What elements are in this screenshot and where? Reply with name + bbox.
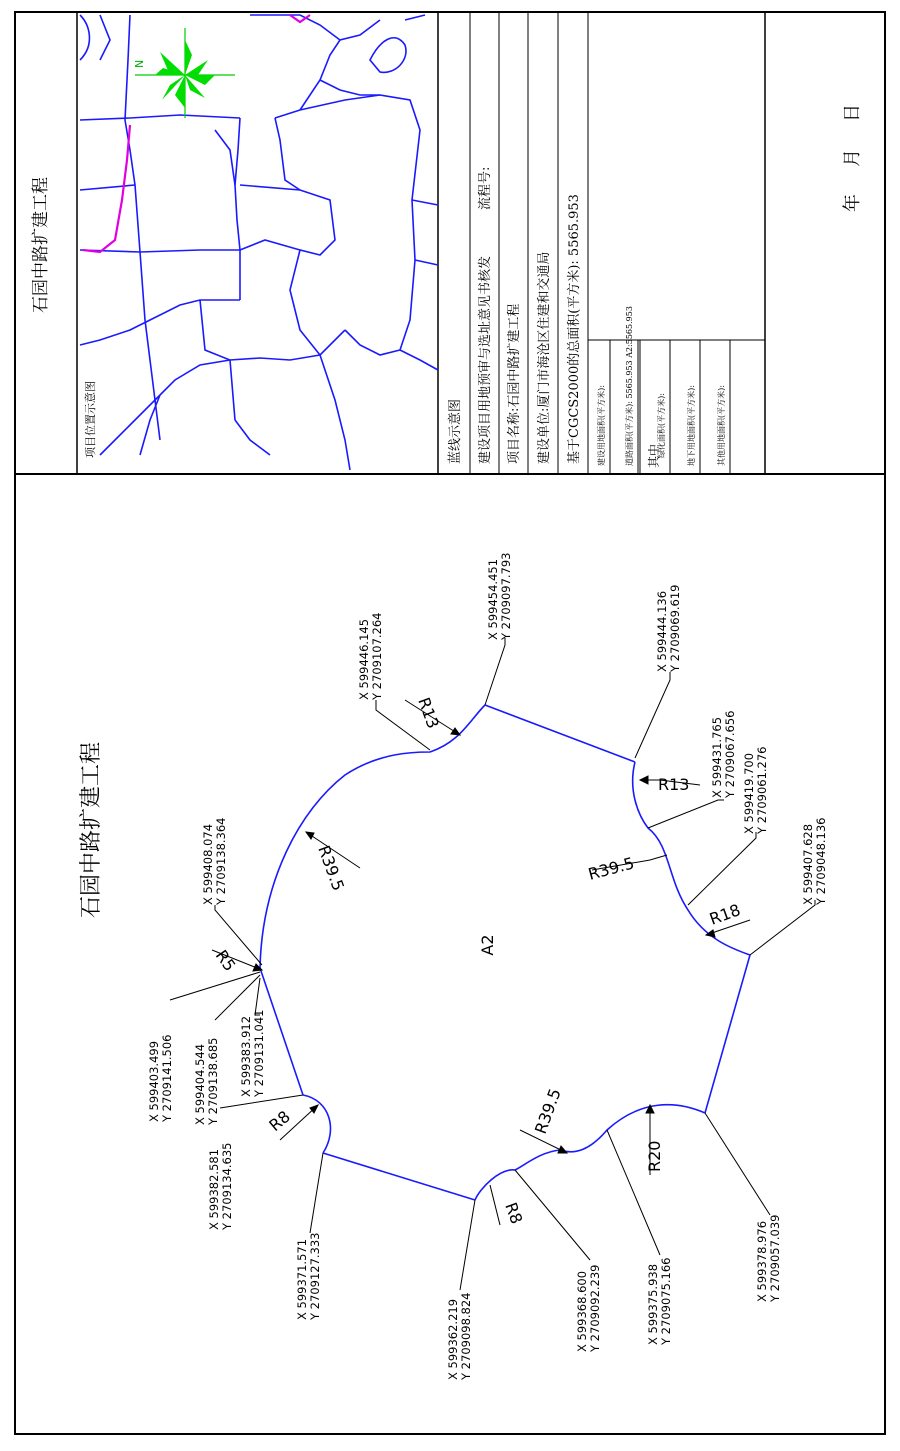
location-map-label: 项目位置示意图 [84, 381, 97, 458]
map-line [415, 260, 438, 265]
map-line [80, 300, 240, 345]
sheet-border [15, 12, 885, 1434]
coordinate-x: X 599446.145 [357, 618, 371, 700]
map-line [100, 395, 160, 455]
parcel-label: A2 [478, 934, 497, 956]
coordinate-y: Y 2709061.276 [755, 746, 769, 834]
radius-label: R39.5 [530, 1085, 565, 1137]
coordinate-pair [201, 817, 228, 906]
table-sub-row: 地下用地面积(平方米): [687, 385, 696, 466]
coordinate-y: Y 2709067.656 [723, 710, 737, 798]
coordinate-y: Y 2709057.039 [768, 1214, 782, 1302]
coordinate-x: X 599403.499 [147, 1040, 161, 1122]
info-table [447, 12, 765, 474]
table-sub-row: 建设用地面积(平方米): [597, 385, 606, 466]
radius-label: R39.5 [314, 842, 349, 894]
map-line [80, 115, 240, 120]
coordinate-x: X 599444.136 [655, 590, 669, 672]
table-sub-header: 其中 [647, 443, 661, 468]
table-row: 项目名称:石园中路扩建工程 [507, 303, 522, 464]
coordinate-y: Y 2709075.166 [659, 1257, 673, 1345]
coordinate-x: X 599419.700 [742, 752, 756, 834]
coordinate-x: X 599382.581 [207, 1148, 221, 1230]
boundary-arc-r39-5-top [260, 705, 485, 968]
coordinate-x: X 599375.938 [646, 1263, 660, 1345]
map-line [400, 350, 438, 370]
map-line [370, 38, 406, 73]
boundary-edge [323, 1153, 475, 1200]
map-line [275, 118, 300, 190]
table-sub-row: 绿化面积(平方米): [657, 393, 666, 458]
north-arrow-icon [135, 28, 235, 118]
coordinate-x: X 599378.976 [755, 1220, 769, 1302]
map-line [215, 130, 235, 185]
table-row: 蓝线示意图 [448, 398, 463, 464]
coordinate-pair [446, 1292, 473, 1381]
radius-labels [212, 695, 743, 1227]
map-line [80, 185, 135, 190]
coordinate-pair [147, 1034, 174, 1123]
map-line [200, 300, 235, 420]
coordinate-x: X 599383.912 [239, 1015, 253, 1097]
coordinate-y: Y 2709097.793 [499, 552, 513, 640]
coordinate-x: X 599431.765 [710, 716, 724, 798]
coordinate-labels [147, 552, 828, 1381]
boundary-edge [705, 955, 750, 1113]
map-line [100, 15, 110, 60]
table-row: 基于CGCS2000的总面积(平方米): 5565.953 [567, 194, 582, 464]
coordinate-pair [357, 612, 384, 701]
coordinate-pair [710, 710, 737, 799]
map-line [405, 15, 425, 20]
coordinate-x: X 599408.074 [201, 823, 215, 905]
radius-label: R20 [645, 1140, 664, 1172]
coordinate-pair [207, 1142, 234, 1231]
map-line [320, 80, 380, 95]
date-year-label: 年 [842, 194, 863, 212]
panel-title: 石园中路扩建工程 [31, 177, 51, 313]
map-parcel-lines [80, 15, 438, 470]
radius-label: R39.5 [586, 853, 637, 884]
coordinate-x: X 599368.600 [575, 1270, 589, 1352]
coordinate-y: Y 2709138.685 [206, 1037, 220, 1125]
radius-label: R13 [658, 775, 690, 794]
coordinate-pair [295, 1232, 322, 1321]
boundary-arc-bottom [475, 1105, 705, 1200]
coordinate-pair [575, 1264, 602, 1353]
map-line [240, 240, 300, 250]
drawing-title: 石园中路扩建工程 [79, 741, 104, 919]
radius-label: R13 [414, 694, 443, 731]
map-line [235, 118, 240, 300]
boundary-edge [260, 968, 303, 1095]
coordinate-x: X 599362.219 [446, 1298, 460, 1380]
coordinate-pair [755, 1214, 782, 1303]
coordinate-x: X 599404.544 [193, 1043, 207, 1125]
coordinate-x: X 599407.628 [801, 823, 815, 905]
radius-label: R18 [706, 900, 743, 929]
date-day-label: 日 [842, 104, 863, 122]
boundary-edge [485, 705, 635, 762]
table-row: 建设单位:厦门市海沧区住建和交通局 [537, 251, 552, 464]
coordinate-pair [486, 552, 513, 641]
radius-label: R8 [501, 1199, 527, 1227]
coordinate-pair [742, 746, 769, 835]
table-row: 流程号: [478, 166, 493, 210]
map-line [235, 420, 270, 455]
coordinate-pair [655, 584, 682, 673]
location-map [80, 15, 438, 470]
coordinate-pair [193, 1037, 220, 1126]
coordinate-y: Y 2709092.239 [588, 1264, 602, 1352]
north-label: N [133, 59, 146, 68]
coordinate-x: X 599454.451 [486, 558, 500, 640]
coordinate-pair [801, 817, 828, 906]
map-line [80, 250, 240, 252]
coordinate-pair [239, 1009, 266, 1098]
map-line [160, 355, 320, 395]
coordinate-y: Y 2709107.264 [370, 612, 384, 700]
table-sub-row: 道路面积(平方米): 5565.953 A2:5565.953 [625, 306, 634, 466]
coordinate-y: Y 2709048.136 [814, 817, 828, 905]
map-line [320, 355, 350, 470]
coordinate-y: Y 2709131.041 [252, 1009, 266, 1097]
coordinate-y: Y 2709138.364 [214, 817, 228, 905]
coordinate-y: Y 2709127.333 [308, 1232, 322, 1320]
radius-label: R8 [265, 1106, 294, 1136]
coordinate-pair [646, 1257, 673, 1346]
coordinate-y: Y 2709141.506 [160, 1034, 174, 1122]
coordinate-y: Y 2709098.824 [459, 1292, 473, 1380]
coordinate-x: X 599371.571 [295, 1238, 309, 1320]
map-line [125, 15, 160, 440]
coordinate-y: Y 2709134.635 [220, 1142, 234, 1230]
map-line [240, 185, 335, 355]
map-line [80, 15, 89, 60]
coordinate-y: Y 2709069.619 [668, 584, 682, 672]
radius-label: R5 [211, 946, 240, 975]
table-row: 建设项目用地预审与选址意见书核发 [478, 255, 493, 464]
map-line [320, 330, 345, 355]
date-month-label: 月 [842, 149, 863, 167]
map-line [412, 200, 438, 205]
boundary-arc-r8 [303, 1095, 330, 1153]
table-sub-row: 其他用地面积(平方米): [717, 385, 726, 466]
